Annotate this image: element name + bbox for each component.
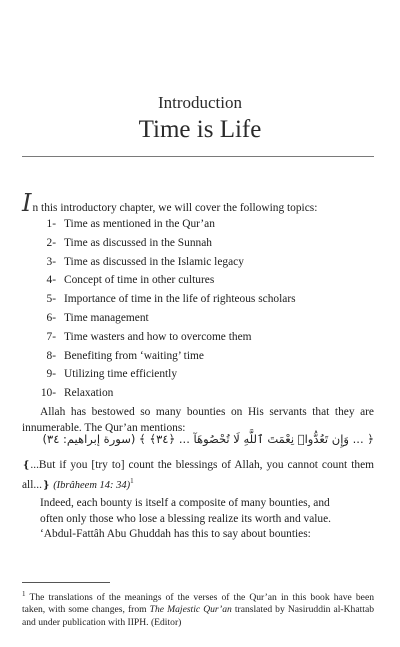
list-item: [22, 234, 374, 253]
list-text: Benefiting from ‘waiting’ time: [64, 349, 204, 362]
list-number: 3-: [46, 255, 56, 268]
topic-list: [22, 215, 374, 403]
list-number: 7-: [46, 330, 56, 343]
paragraph-line: Indeed, each bounty is itself a composite of many bounties, and: [40, 497, 330, 509]
intro-paragraph: [22, 189, 374, 217]
list-text: Relaxation: [64, 387, 114, 400]
list-item: [22, 215, 374, 234]
footnote: [22, 588, 374, 629]
list-item: [22, 328, 374, 347]
close-bracket-ornament: ❵: [41, 479, 51, 491]
footnote-text-before: The translations of the meanings of the verses of the Qur’an in this book have been taken, with some changes, from: [22, 592, 374, 616]
list-item: [22, 347, 374, 366]
arabic-verse: ﴿ ... وَإِن تَعُدُّوا۟ نِعْمَتَ ٱللَّهِ لَا تُحْصُوهَآ ... ﴿٣٤﴾ ﴾ (سورة إبراهيم: ٣٤): [42, 432, 374, 446]
verse-translation: [22, 458, 374, 493]
list-item: [22, 253, 374, 272]
intro-text: n this introductory chapter, we will cover the following topics:: [32, 202, 318, 214]
list-text: Utilizing time efficiently: [64, 368, 178, 381]
drop-cap: I: [22, 189, 32, 217]
list-number: 8-: [46, 349, 56, 362]
list-item: [22, 290, 374, 309]
footnote-reference: 1: [130, 476, 134, 485]
bounties-paragraph: Allah has bestowed so many bounties on His servants that they are innumerable. The Qur’an mentions:: [22, 406, 374, 434]
list-item: [22, 384, 374, 403]
list-number: 2-: [46, 236, 56, 249]
paragraph-line: ‘Abdul-Fattâh Abu Ghuddah has this to say about bounties:: [40, 528, 311, 541]
list-number: 9-: [46, 368, 56, 381]
list-number: 5-: [46, 293, 56, 306]
list-number: 1-: [46, 218, 56, 230]
verse-citation: (Ibrâheem 14: 34): [53, 479, 131, 491]
footnote-divider: [22, 582, 110, 583]
list-number: 10-: [40, 387, 56, 400]
paragraph-line: often only those who lose a blessing realize its worth and value.: [40, 512, 332, 525]
title-divider: [22, 156, 374, 157]
footnote-text-after: translated by Nasiruddin al-Khattab and under publication with IIPH. (Editor): [22, 604, 374, 628]
list-item: [22, 271, 374, 290]
list-item: [22, 309, 374, 328]
footnote-book-title: The Majestic Qur’an: [149, 604, 232, 616]
list-text: Time as mentioned in the Qur’an: [64, 218, 215, 230]
composite-paragraph: [22, 496, 374, 543]
chapter-title: Time is Life: [138, 116, 262, 143]
list-text: Importance of time in the life of righteous scholars: [64, 293, 296, 306]
list-text: Time as discussed in the Sunnah: [64, 236, 212, 249]
list-text: Time wasters and how to overcome them: [64, 330, 252, 343]
list-item: [22, 365, 374, 384]
list-number: 4-: [46, 274, 56, 287]
open-bracket-ornament: ❴: [22, 460, 31, 471]
list-text: Concept of time in other cultures: [64, 274, 215, 287]
chapter-label: Introduction: [157, 93, 243, 112]
translation-text: ...But if you [try to] count the blessings of Allah, you cannot count them all...: [22, 459, 374, 491]
list-text: Time management: [64, 311, 149, 324]
footnote-number: 1: [22, 590, 26, 598]
list-number: 6-: [46, 311, 56, 324]
list-text: Time as discussed in the Islamic legacy: [64, 255, 244, 268]
